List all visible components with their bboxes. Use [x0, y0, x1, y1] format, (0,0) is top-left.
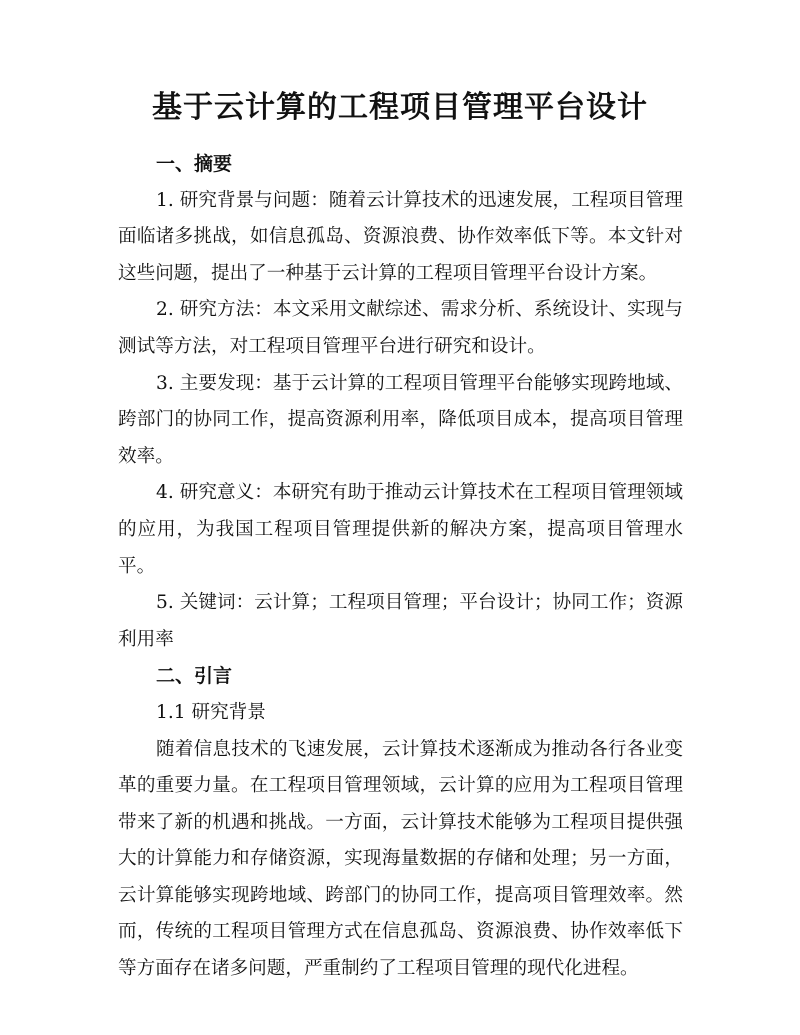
- document-body: [118, 146, 683, 988]
- document-title: 基于云计算的工程项目管理平台设计: [152, 90, 648, 125]
- abstract-item-keywords: 5. 关键词：云计算；工程项目管理；平台设计；协同工作；资源利用率: [118, 592, 683, 650]
- introduction-paragraph: 随着信息技术的飞速发展，云计算技术逐渐成为推动各行各业变革的重要力量。在工程项目管理领域，云计算的应用为工程项目管理带来了新的机遇和挑战。一方面，云计算技术能够为工程项目提供强大的计算能力和存储资源，实现海量数据的存储和处理；另一方面，云计算能够实现跨地域、跨部门的协同工作，提高项目管理效率。然而，传统的工程项目管理方式在信息孤岛、资源浪费、协作效率低下等方面存在诸多问题，严重制约了工程项目管理的现代化进程。: [118, 738, 683, 980]
- abstract-heading: 一、摘要: [156, 153, 233, 175]
- introduction-subheading: 1.1 研究背景: [156, 701, 266, 723]
- abstract-item-background: 1. 研究背景与问题：随着云计算技术的迅速发展，工程项目管理面临诸多挑战，如信息孤岛、资源浪费、协作效率低下等。本文针对这些问题，提出了一种基于云计算的工程项目管理平台设计方案。: [118, 189, 683, 284]
- introduction-heading: 二、引言: [156, 665, 233, 688]
- abstract-item-significance: 4. 研究意义：本研究有助于推动云计算技术在工程项目管理领域的应用，为我国工程项目管理提供新的解决方案，提高项目管理水平。: [118, 482, 683, 577]
- abstract-item-methods: 2. 研究方法：本文采用文献综述、需求分析、系统设计、实现与测试等方法，对工程项目管理平台进行研究和设计。: [118, 299, 683, 357]
- abstract-item-findings: 3. 主要发现：基于云计算的工程项目管理平台能够实现跨地域、跨部门的协同工作，提高资源利用率，降低项目成本，提高项目管理效率。: [118, 372, 683, 467]
